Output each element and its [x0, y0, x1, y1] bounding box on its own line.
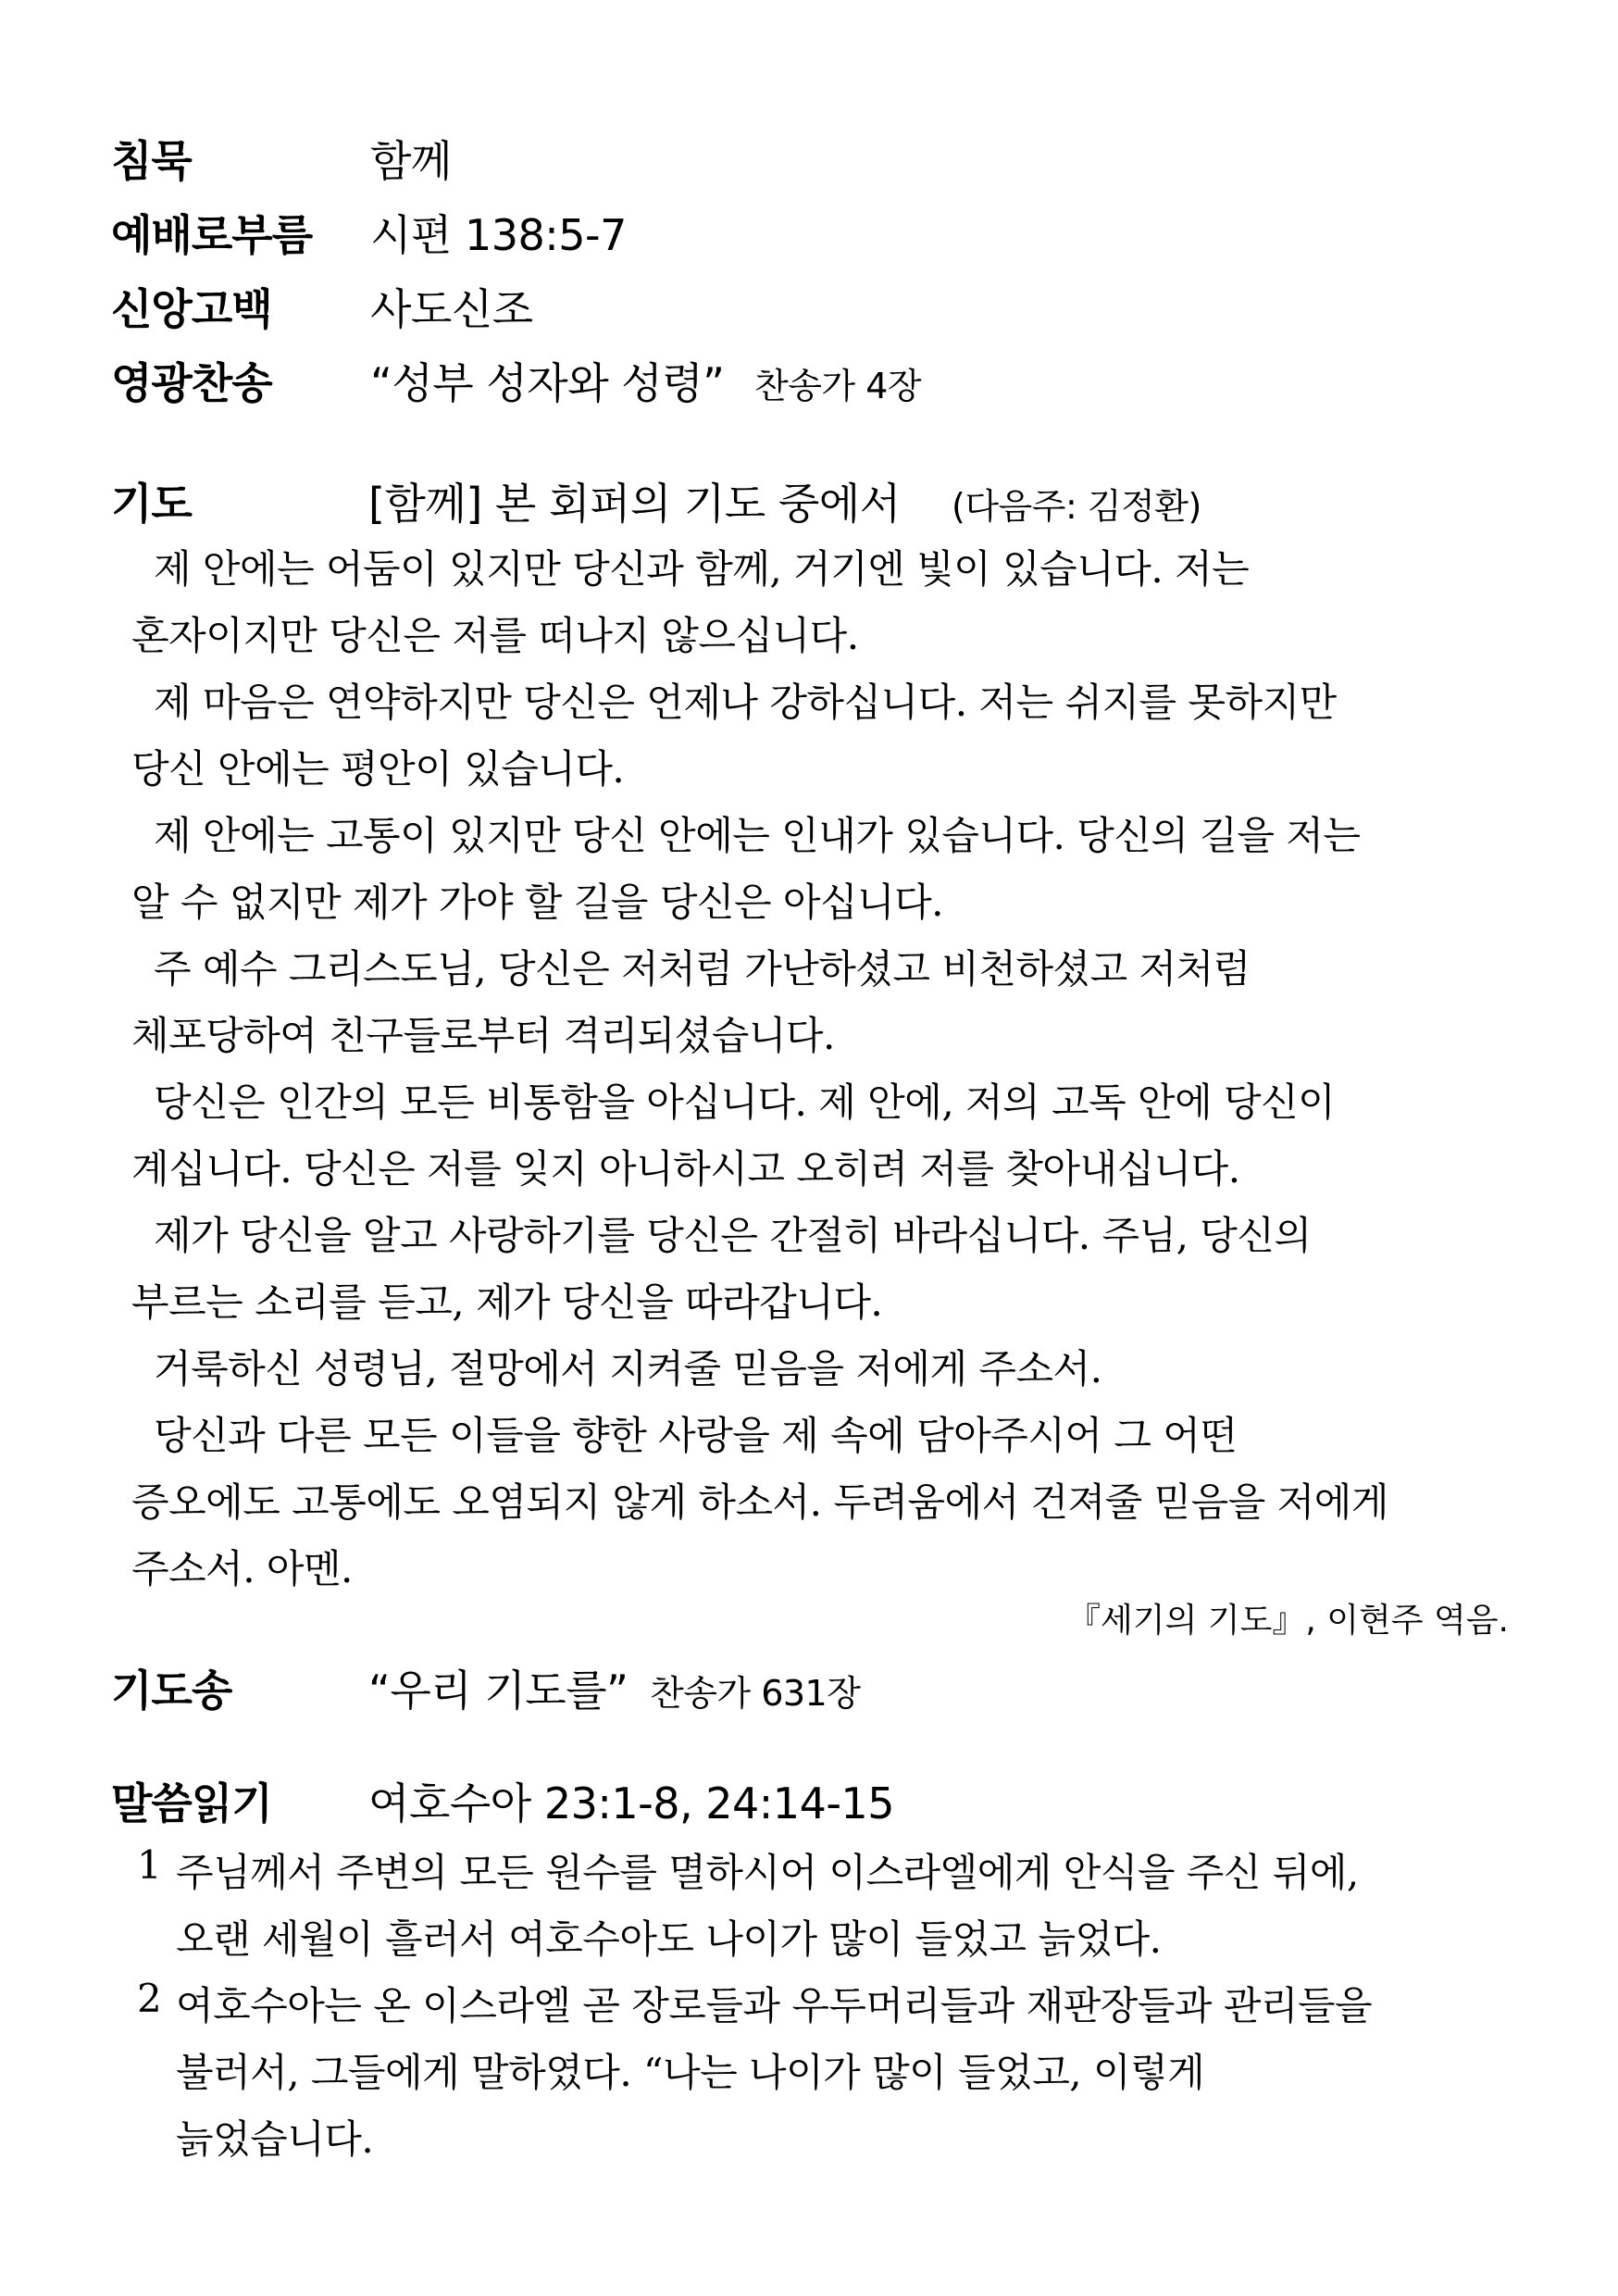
prayer-line: 주소서. 아멘.: [131, 1546, 353, 1591]
prayer-line: 주 예수 그리스도님, 당신은 저처럼 가난하셨고 비천하셨고 저처럼: [154, 946, 1251, 992]
prayer-line: 당신 안에는 평안이 있습니다.: [131, 746, 625, 792]
reading-reference: 여호수아 23:1-8, 24:14-15: [368, 1778, 894, 1828]
verse-number: 2: [137, 1976, 162, 2021]
order-label: 신앙고백: [111, 284, 272, 334]
prayer-label: 기도: [111, 479, 192, 529]
prayer-line: 알 수 없지만 제가 가야 할 길을 당신은 아십니다.: [131, 880, 944, 925]
order-label: 영광찬송: [111, 358, 272, 408]
prayer-line: 체포당하여 친구들로부터 격리되셨습니다.: [131, 1013, 835, 1058]
prayer-line: 제 마음은 연약하지만 당신은 언제나 강하십니다. 저는 쉬지를 못하지만: [154, 680, 1337, 725]
order-value: 시편 138:5-7: [370, 210, 627, 260]
prayer-line: 거룩하신 성령님, 절망에서 지켜줄 믿음을 저에게 주소서.: [154, 1346, 1102, 1391]
prayer-line: 제 안에는 어둠이 있지만 당신과 함께, 거기엔 빛이 있습니다. 저는: [154, 546, 1250, 592]
order-label: 침묵: [111, 136, 192, 186]
hymn-title: “성부 성자와 성령”: [370, 358, 725, 408]
verse-line: 여호수아는 온 이스라엘 곧 장로들과 우두머리들과 재판장들과 관리들을: [176, 1983, 1373, 2028]
prayer-song-title: “우리 기도를”: [368, 1666, 629, 1716]
verse-line: 늙었습니다.: [176, 2116, 374, 2162]
prayer-song-label: 기도송: [111, 1666, 232, 1716]
verse-number: 1: [137, 1842, 162, 1888]
prayer-line: 당신과 다른 모든 이들을 향한 사랑을 제 속에 담아주시어 그 어떤: [154, 1413, 1238, 1458]
prayer-next-week: (다음주: 김정환): [952, 486, 1201, 527]
order-label: 예배로부름: [111, 210, 313, 260]
prayer-line: 증오에도 고통에도 오염되지 않게 하소서. 두려움에서 건져줄 믿음을 저에게: [131, 1479, 1388, 1525]
order-value: 사도신조: [370, 284, 533, 334]
prayer-line: 계십니다. 당신은 저를 잊지 아니하시고 오히려 저를 찾아내십니다.: [131, 1146, 1240, 1192]
verse-line: 주님께서 주변의 모든 원수를 멸하시어 이스라엘에게 안식을 주신 뒤에,: [176, 1850, 1359, 1895]
prayer-source: 『세기의 기도』, 이현주 역음.: [1067, 1602, 1509, 1640]
verse-line: 불러서, 그들에게 말하였다. “나는 나이가 많이 들었고, 이렇게: [176, 2050, 1205, 2095]
prayer-line: 혼자이지만 당신은 저를 떠나지 않으십니다.: [131, 613, 859, 658]
prayer-line: 부르는 소리를 듣고, 제가 당신을 따라갑니다.: [131, 1279, 883, 1325]
order-value: 함께: [370, 136, 452, 186]
prayer-line: 제가 당신을 알고 사랑하기를 당신은 간절히 바라십니다. 주님, 당신의: [154, 1213, 1312, 1258]
prayer-title: [함께] 본 회퍼의 기도 중에서: [368, 479, 901, 529]
verse-line: 오랜 세월이 흘러서 여호수아도 나이가 많이 들었고 늙었다.: [176, 1916, 1162, 1962]
reading-label: 말씀읽기: [111, 1778, 272, 1828]
prayer-line: 제 안에는 고통이 있지만 당신 안에는 인내가 있습니다. 당신의 길을 저는: [154, 813, 1361, 858]
prayer-line: 당신은 인간의 모든 비통함을 아십니다. 제 안에, 저의 고독 안에 당신이: [154, 1079, 1336, 1125]
prayer-song-number: 찬송가 631장: [650, 1673, 861, 1714]
hymn-number: 찬송가 4장: [754, 366, 922, 406]
